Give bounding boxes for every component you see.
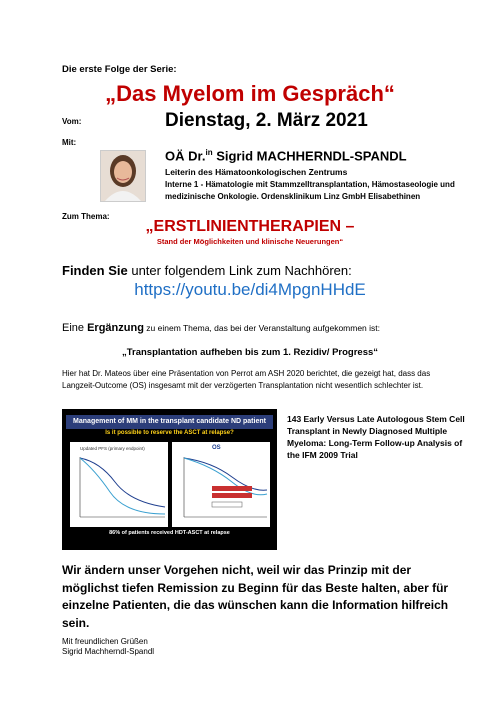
slide-subtitle: Is it possible to reserve the ASCT at relapse? — [105, 430, 234, 436]
find-text: Finden Sie unter folgendem Link zum Nachhören: — [62, 263, 352, 278]
series-label: Die erste Folge der Serie: — [62, 64, 177, 75]
topic-subtitle: Stand der Möglichkeiten und klinische Neuerungen“ — [156, 237, 344, 246]
slide-os-panel — [172, 442, 270, 527]
supplement-intro: Eine Ergänzung zu einem Thema, das bei der Veranstaltung aufgekommen ist: — [62, 322, 381, 334]
trial-caption: 143 Early Versus Late Autologous Stem Cell Transplant in Newly Diagnosed Multiple Myeloma: Long-Term Follow-up Analysis of the IFM 2009 Trial — [287, 414, 465, 460]
speaker-affiliation: Interne 1 - Hämatologie mit Stammzelltransplantation, Hämostaseologie und medizinische Onkologie. Ordensklinikum Linz GmbH Elisabethinen — [165, 180, 455, 201]
presentation-slide-image — [62, 409, 277, 550]
youtube-link[interactable]: https://youtu.be/di4MpgnHHdE — [134, 280, 366, 299]
signature: Sigrid Machherndl-Spandl — [62, 647, 155, 656]
os-curves-graphic — [172, 452, 270, 527]
supplement-paragraph: Hier hat Dr. Mateos über eine Präsentation von Perrot am ASH 2020 berichtet, die gezeigt hat, dass das Langzeit-Outcome (OS) insgesamt mit der verzögerten Transplantation nicht wesentlich schlechter ist. — [62, 369, 431, 390]
slide-footer: 86% of patients received HDT-ASCT at relapse — [109, 530, 230, 536]
topic-title: „ERSTLINIENTHERAPIEN – — [145, 218, 355, 235]
pfs-curves-graphic — [70, 452, 168, 527]
speaker-name: OÄ Dr.$^{in}$ Sigrid MACHHERNDL-SPANDL — [165, 148, 407, 164]
slide-title: Management of MM in the transplant candidate ND patient — [66, 415, 273, 429]
vom-label: Vom: — [62, 117, 82, 126]
closing-statement: Wir ändern unser Vorgehen nicht, weil wir das Prinzip mit der möglichst tiefen Remission zu Beginn für das Beste halten, aber für einzelne Patienten, die das wünschen kann die Information hilfreich sein. — [62, 563, 449, 630]
slide-pfs-panel — [70, 442, 168, 527]
pfs-label: Updated PFS (primary endpoint) — [80, 446, 145, 451]
thema-label: Zum Thema: — [62, 212, 110, 221]
os-label: OS — [212, 445, 221, 451]
speaker-role: Leiterin des Hämatoonkologischen Zentrums — [165, 167, 348, 177]
supplement-quote: „Transplantation aufheben bis zum 1. Rezidiv/ Progress“ — [121, 347, 379, 358]
event-date: Dienstag, 2. März 2021 — [165, 110, 368, 131]
main-title: „Das Myelom im Gespräch“ — [105, 81, 395, 106]
speaker-photo — [100, 150, 146, 202]
mit-label: Mit: — [62, 138, 77, 147]
greeting: Mit freundlichen Grüßen — [62, 637, 148, 646]
